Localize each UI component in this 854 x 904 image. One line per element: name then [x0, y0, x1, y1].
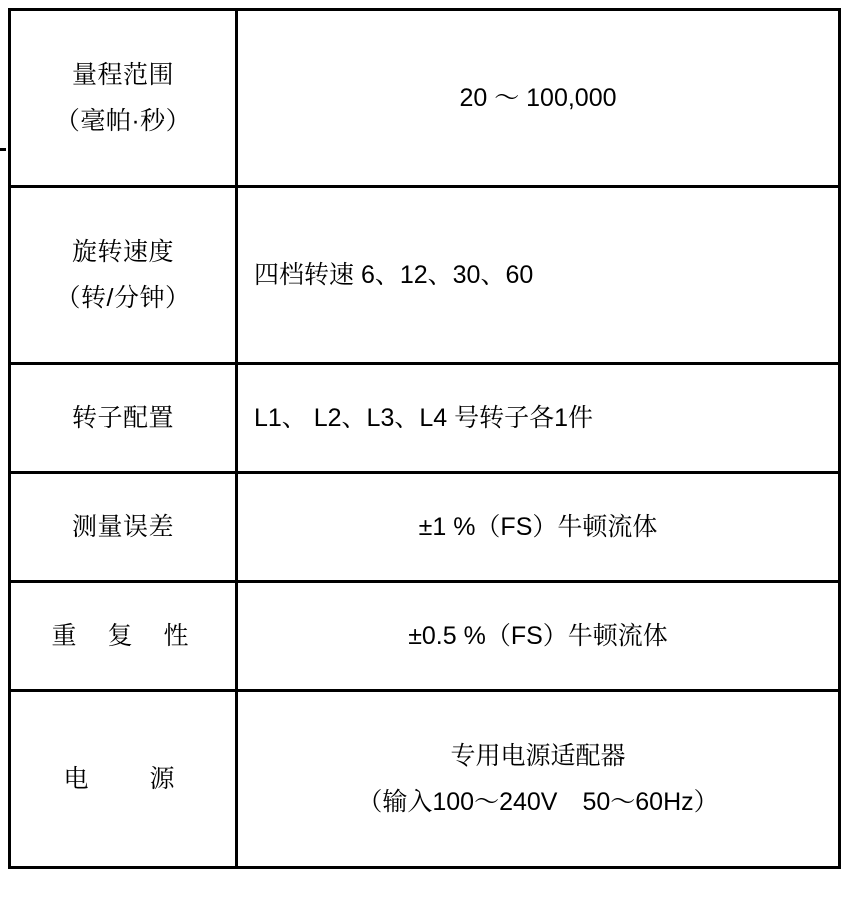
row-value-measurement-error [237, 473, 840, 582]
row-label-measuring-range [10, 10, 237, 187]
value-cell-content [238, 474, 838, 580]
table-row [10, 691, 840, 868]
value-cell-content [238, 692, 838, 866]
value-line: 四档转速 6、12、30、60 [254, 260, 534, 289]
label-cell-content [11, 11, 235, 185]
value-line: 专用电源适配器 [450, 741, 626, 770]
row-label-rotor-configuration [10, 364, 237, 473]
row-label-power-supply [10, 691, 237, 868]
value-line: ±1 %（FS）牛顿流体 [418, 512, 658, 541]
value-line: （输入100～240V 50～60Hz） [357, 788, 719, 816]
row-label-rotation-speed [10, 187, 237, 364]
table-row [10, 582, 840, 691]
value-line: 20 ～ 100,000 [459, 83, 617, 112]
row-value-power-supply [237, 691, 840, 868]
label-line: （毫帕·秒） [54, 107, 192, 135]
label-line: 测量误差 [71, 512, 174, 541]
value-cell-content [238, 11, 838, 185]
table-row [10, 187, 840, 364]
label-line: 旋转速度 [71, 237, 174, 266]
table-row [10, 10, 840, 187]
row-value-rotation-speed [237, 187, 840, 364]
label-cell-content [11, 188, 235, 362]
value-cell-content [238, 188, 838, 362]
label-line: 电 源 [63, 764, 193, 793]
row-value-measuring-range [237, 10, 840, 187]
row-value-repeatability [237, 582, 840, 691]
label-cell-content [11, 692, 235, 866]
label-cell-content [11, 583, 235, 689]
label-line: 转子配置 [71, 403, 174, 432]
row-label-repeatability [10, 582, 237, 691]
value-line: ±0.5 %（FS）牛顿流体 [408, 621, 668, 650]
label-line: （转/分钟） [55, 284, 191, 312]
table-row [10, 473, 840, 582]
label-line: 重 复 性 [51, 621, 201, 650]
specification-table [8, 8, 841, 869]
label-cell-content [11, 365, 235, 471]
row-value-rotor-configuration [237, 364, 840, 473]
value-cell-content [238, 365, 838, 471]
row-label-measurement-error [10, 473, 237, 582]
table-body [10, 10, 840, 868]
label-cell-content [11, 474, 235, 580]
value-cell-content [238, 583, 838, 689]
label-line: 量程范围 [71, 60, 174, 89]
page-edge-mark [0, 148, 6, 151]
value-line: L1、 L2、L3、L4 号转子各1件 [254, 403, 594, 432]
table-row [10, 364, 840, 473]
